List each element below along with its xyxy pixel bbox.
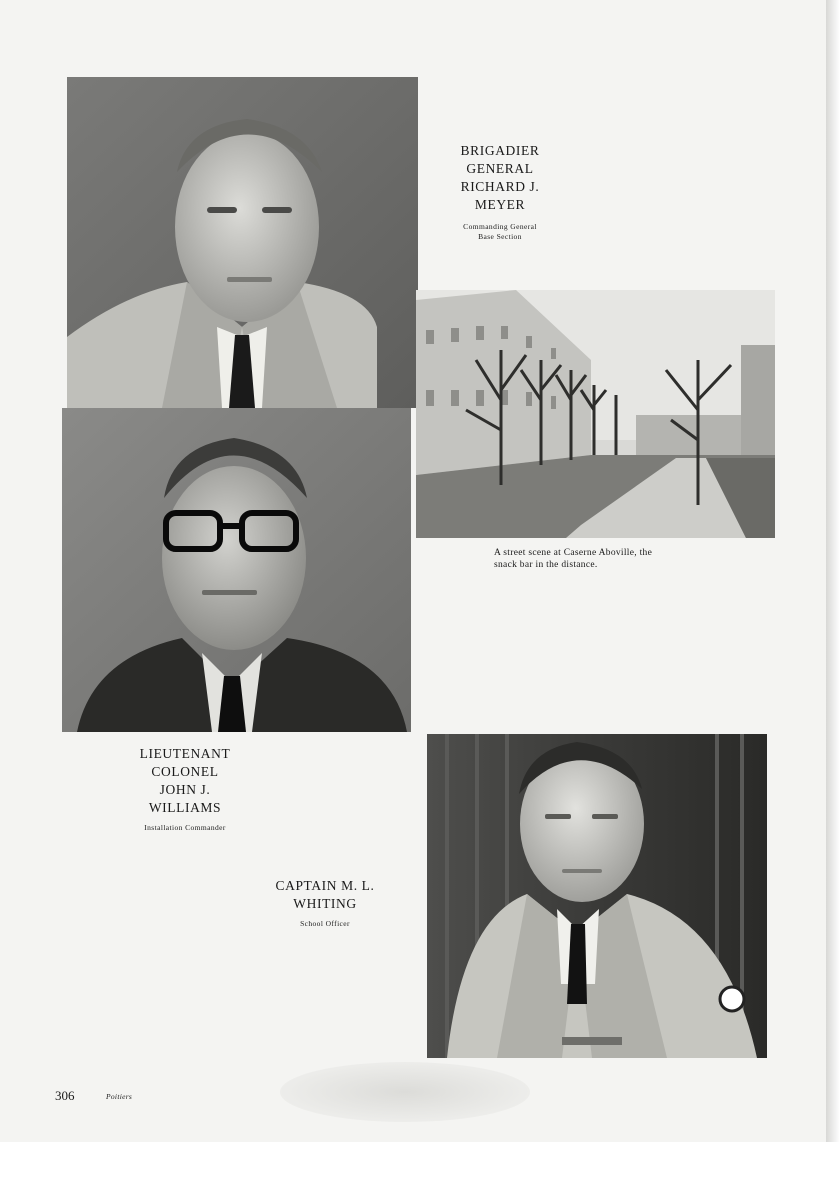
williams-title: Installation Commander (144, 823, 226, 832)
scan-margin (0, 1142, 840, 1195)
williams-portrait (62, 408, 411, 732)
street-scene-photo (416, 290, 775, 538)
whiting-caption (265, 877, 385, 929)
whiting-portrait (427, 734, 767, 1058)
whiting-name: CAPTAIN M. L. WHITING (275, 878, 375, 911)
print-smudge (280, 1062, 530, 1122)
meyer-name: BRIGADIER GENERAL RICHARD J. MEYER (460, 143, 540, 212)
street-scene-caption: A street scene at Caserne Aboville, the snack bar in the distance. (494, 548, 653, 570)
page-edge (826, 0, 840, 1142)
whiting-title: School Officer (300, 919, 350, 928)
running-title: Poitiers (106, 1092, 133, 1101)
page-number: 306 (55, 1088, 75, 1103)
meyer-portrait (67, 77, 418, 408)
williams-caption (125, 745, 245, 833)
williams-name: LIEUTENANT COLONEL JOHN J. WILLIAMS (139, 746, 231, 815)
meyer-title: Commanding General Base Section (463, 222, 537, 241)
meyer-caption (430, 142, 570, 242)
